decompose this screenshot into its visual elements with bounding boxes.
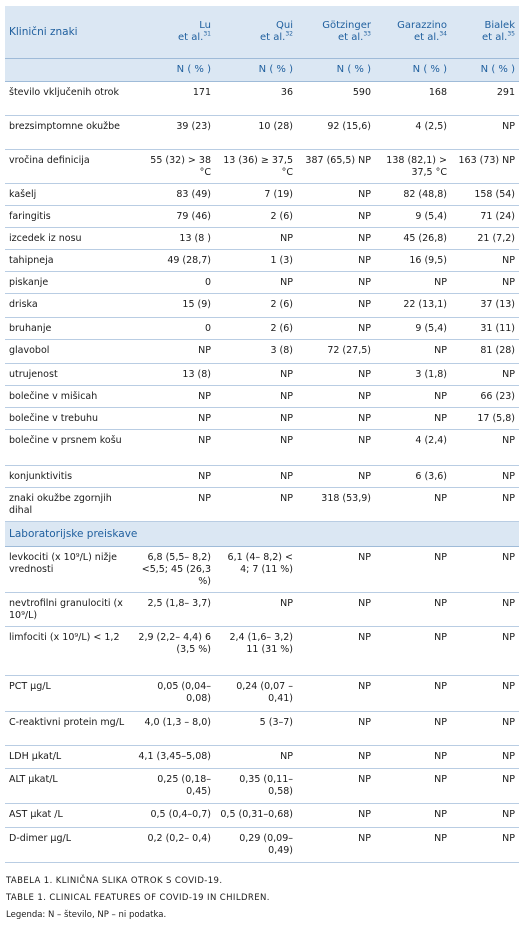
table-row <box>5 593 519 627</box>
value-cell: NP <box>297 712 375 746</box>
value-cell: NP <box>375 769 451 804</box>
row-label: ALT µkat/L <box>5 769 133 804</box>
value-cell: NP <box>297 206 375 228</box>
value-cell: 0,24 (0,07 – 0,41) <box>215 676 297 712</box>
author-name: Götzinger <box>322 20 371 31</box>
author-ref: 31 <box>203 30 211 38</box>
value-cell: 13 (36) ≥ 37,5 °C <box>215 150 297 184</box>
value-cell: NP <box>451 712 519 746</box>
value-cell: 72 (27,5) <box>297 340 375 364</box>
value-cell: 0,29 (0,09– 0,49) <box>215 828 297 863</box>
table-row <box>5 408 519 430</box>
value-cell: 79 (46) <box>133 206 215 228</box>
table-row <box>5 430 519 466</box>
value-cell: NP <box>297 627 375 676</box>
value-cell: NP <box>297 228 375 250</box>
row-label: nevtrofilni granulociti (x 10⁹/L) <box>5 593 133 627</box>
value-cell: NP <box>451 627 519 676</box>
value-cell: 163 (73) NP <box>451 150 519 184</box>
value-cell: 0 <box>133 318 215 340</box>
value-cell: NP <box>297 430 375 466</box>
value-cell: NP <box>375 272 451 294</box>
author-etal: et al. <box>260 32 286 43</box>
row-label: število vključenih otrok <box>5 82 133 116</box>
row-label: PCT µg/L <box>5 676 133 712</box>
value-cell: NP <box>215 386 297 408</box>
value-cell: 17 (5,8) <box>451 408 519 430</box>
unit-cell: N ( % ) <box>451 59 519 82</box>
value-cell: NP <box>133 408 215 430</box>
table-body <box>5 6 519 863</box>
table-row <box>5 769 519 804</box>
table-unit-row <box>5 59 519 82</box>
table-row <box>5 272 519 294</box>
row-label: vročina definicija <box>5 150 133 184</box>
row-label: C-reaktivni protein mg/L <box>5 712 133 746</box>
header-author-garazzino <box>375 6 451 59</box>
table-row <box>5 318 519 340</box>
value-cell: NP <box>451 746 519 769</box>
value-cell: 49 (28,7) <box>133 250 215 272</box>
row-label: izcedek iz nosu <box>5 228 133 250</box>
value-cell: NP <box>451 547 519 593</box>
author-ref: 33 <box>363 30 371 38</box>
value-cell: NP <box>297 408 375 430</box>
value-cell: 4 (2,5) <box>375 116 451 150</box>
table-row <box>5 294 519 318</box>
value-cell: NP <box>297 318 375 340</box>
value-cell: 0,5 (0,31–0,68) <box>215 804 297 828</box>
value-cell: NP <box>297 184 375 206</box>
value-cell: NP <box>297 364 375 386</box>
table-row <box>5 488 519 522</box>
value-cell: NP <box>375 627 451 676</box>
value-cell: NP <box>215 488 297 522</box>
value-cell: 171 <box>133 82 215 116</box>
row-label: faringitis <box>5 206 133 228</box>
row-label: limfociti (x 10⁹/L) < 1,2 <box>5 627 133 676</box>
author-etal: et al. <box>338 32 364 43</box>
value-cell: 21 (7,2) <box>451 228 519 250</box>
header-author-gotzinger <box>297 6 375 59</box>
author-name: Garazzino <box>397 20 447 31</box>
value-cell: NP <box>215 228 297 250</box>
value-cell: NP <box>215 408 297 430</box>
value-cell: NP <box>451 364 519 386</box>
value-cell: NP <box>297 250 375 272</box>
row-label: AST µkat /L <box>5 804 133 828</box>
author-etal: et al. <box>414 32 440 43</box>
value-cell: NP <box>297 386 375 408</box>
value-cell: 16 (9,5) <box>375 250 451 272</box>
value-cell: NP <box>375 828 451 863</box>
author-name: Lu <box>199 20 211 31</box>
value-cell: 3 (1,8) <box>375 364 451 386</box>
row-label: LDH µkat/L <box>5 746 133 769</box>
unit-cell: N ( % ) <box>297 59 375 82</box>
value-cell: NP <box>133 386 215 408</box>
table-legend: Legenda: N – število, NP – ni podatka. <box>6 910 167 920</box>
table-row <box>5 206 519 228</box>
value-cell: 318 (53,9) <box>297 488 375 522</box>
row-label: bruhanje <box>5 318 133 340</box>
row-label: D-dimer µg/L <box>5 828 133 863</box>
unit-cell: N ( % ) <box>375 59 451 82</box>
value-cell: 2,4 (1,6– 3,2) 11 (31 %) <box>215 627 297 676</box>
row-label: konjunktivitis <box>5 466 133 488</box>
section-title: Laboratorijske preiskave <box>5 522 519 547</box>
row-label: glavobol <box>5 340 133 364</box>
header-author-bialek <box>451 6 519 59</box>
value-cell: NP <box>297 272 375 294</box>
value-cell: 15 (9) <box>133 294 215 318</box>
value-cell: NP <box>297 676 375 712</box>
value-cell: 2 (6) <box>215 318 297 340</box>
value-cell: 6,8 (5,5– 8,2) <5,5; 45 (26,3 %) <box>133 547 215 593</box>
value-cell: NP <box>451 828 519 863</box>
table-caption-slovenian: TABELA 1. KLINIČNA SLIKA OTROK S COVID-19. <box>6 876 223 886</box>
value-cell: 5 (3–7) <box>215 712 297 746</box>
value-cell: NP <box>133 430 215 466</box>
row-label: bolečine v mišicah <box>5 386 133 408</box>
value-cell: 0,2 (0,2– 0,4) <box>133 828 215 863</box>
value-cell: NP <box>451 466 519 488</box>
table-row <box>5 386 519 408</box>
value-cell: NP <box>297 294 375 318</box>
value-cell: NP <box>133 340 215 364</box>
table-row <box>5 547 519 593</box>
value-cell: NP <box>451 116 519 150</box>
table-header-row <box>5 6 519 59</box>
value-cell: 71 (24) <box>451 206 519 228</box>
value-cell: 387 (65,5) NP <box>297 150 375 184</box>
value-cell: 0,35 (0,11–0,58) <box>215 769 297 804</box>
row-label: utrujenost <box>5 364 133 386</box>
table-row <box>5 364 519 386</box>
row-label: bolečine v trebuhu <box>5 408 133 430</box>
value-cell: 4,1 (3,45–5,08) <box>133 746 215 769</box>
value-cell: NP <box>451 769 519 804</box>
value-cell: NP <box>297 746 375 769</box>
value-cell: 10 (28) <box>215 116 297 150</box>
row-label: znaki okužbe zgornjih dihal <box>5 488 133 522</box>
row-label: levkociti (x 10⁹/L) nižje vrednosti <box>5 547 133 593</box>
value-cell: 138 (82,1) > 37,5 °C <box>375 150 451 184</box>
value-cell: NP <box>297 466 375 488</box>
value-cell: 7 (19) <box>215 184 297 206</box>
table-row <box>5 712 519 746</box>
author-name: Qui <box>276 20 293 31</box>
value-cell: NP <box>375 804 451 828</box>
table-row <box>5 340 519 364</box>
unit-cell: N ( % ) <box>215 59 297 82</box>
value-cell: 13 (8 ) <box>133 228 215 250</box>
value-cell: 2 (6) <box>215 206 297 228</box>
value-cell: 66 (23) <box>451 386 519 408</box>
value-cell: 13 (8) <box>133 364 215 386</box>
author-etal: et al. <box>178 32 204 43</box>
value-cell: NP <box>133 466 215 488</box>
value-cell: NP <box>375 746 451 769</box>
value-cell: 158 (54) <box>451 184 519 206</box>
value-cell: NP <box>297 593 375 627</box>
value-cell: 2 (6) <box>215 294 297 318</box>
value-cell: NP <box>375 712 451 746</box>
value-cell: 55 (32) > 38 °C <box>133 150 215 184</box>
author-ref: 34 <box>439 30 447 38</box>
value-cell: NP <box>451 593 519 627</box>
value-cell: 2,5 (1,8– 3,7) <box>133 593 215 627</box>
value-cell: 9 (5,4) <box>375 206 451 228</box>
value-cell: NP <box>215 466 297 488</box>
clinical-features-table <box>5 6 519 863</box>
section-header-row <box>5 522 519 547</box>
value-cell: 1 (3) <box>215 250 297 272</box>
row-label: piskanje <box>5 272 133 294</box>
author-ref: 35 <box>507 30 515 38</box>
table-row <box>5 150 519 184</box>
value-cell: NP <box>375 386 451 408</box>
value-cell: NP <box>215 593 297 627</box>
value-cell: 0,25 (0,18–0,45) <box>133 769 215 804</box>
row-label: brezsimptomne okužbe <box>5 116 133 150</box>
table-row <box>5 627 519 676</box>
value-cell: 590 <box>297 82 375 116</box>
value-cell: NP <box>451 430 519 466</box>
value-cell: NP <box>375 547 451 593</box>
table-row <box>5 828 519 863</box>
value-cell: NP <box>375 408 451 430</box>
author-etal: et al. <box>482 32 508 43</box>
value-cell: 0 <box>133 272 215 294</box>
value-cell: NP <box>451 272 519 294</box>
value-cell: NP <box>451 488 519 522</box>
value-cell: 45 (26,8) <box>375 228 451 250</box>
value-cell: NP <box>451 804 519 828</box>
author-ref: 32 <box>285 30 293 38</box>
value-cell: NP <box>297 547 375 593</box>
value-cell: 4,0 (1,3 – 8,0) <box>133 712 215 746</box>
value-cell: NP <box>297 804 375 828</box>
table-row <box>5 184 519 206</box>
value-cell: 9 (5,4) <box>375 318 451 340</box>
value-cell: NP <box>215 746 297 769</box>
value-cell: NP <box>215 430 297 466</box>
row-label: kašelj <box>5 184 133 206</box>
value-cell: 4 (2,4) <box>375 430 451 466</box>
table-row <box>5 250 519 272</box>
value-cell: NP <box>451 250 519 272</box>
value-cell: NP <box>375 488 451 522</box>
table-row <box>5 466 519 488</box>
value-cell: 291 <box>451 82 519 116</box>
value-cell: 168 <box>375 82 451 116</box>
value-cell: 6,1 (4– 8,2) < 4; 7 (11 %) <box>215 547 297 593</box>
table-row <box>5 804 519 828</box>
value-cell: 6 (3,6) <box>375 466 451 488</box>
value-cell: NP <box>215 364 297 386</box>
value-cell: NP <box>375 593 451 627</box>
row-label: driska <box>5 294 133 318</box>
value-cell: NP <box>375 676 451 712</box>
value-cell: 0,05 (0,04– 0,08) <box>133 676 215 712</box>
author-name: Bialek <box>484 20 515 31</box>
header-author-lu <box>133 6 215 59</box>
table-caption-english: TABLE 1. CLINICAL FEATURES OF COVID-19 IN CHILDREN. <box>6 893 270 903</box>
unit-cell: N ( % ) <box>133 59 215 82</box>
value-cell: 3 (8) <box>215 340 297 364</box>
header-author-qui <box>215 6 297 59</box>
value-cell: 92 (15,6) <box>297 116 375 150</box>
unit-empty-cell <box>5 59 133 82</box>
value-cell: 39 (23) <box>133 116 215 150</box>
value-cell: NP <box>451 676 519 712</box>
value-cell: 81 (28) <box>451 340 519 364</box>
value-cell: NP <box>297 828 375 863</box>
value-cell: 31 (11) <box>451 318 519 340</box>
value-cell: 0,5 (0,4–0,7) <box>133 804 215 828</box>
table-row <box>5 676 519 712</box>
row-label: tahipneja <box>5 250 133 272</box>
value-cell: NP <box>375 340 451 364</box>
value-cell: NP <box>133 488 215 522</box>
value-cell: 2,9 (2,2– 4,4) 6 (3,5 %) <box>133 627 215 676</box>
table-row <box>5 228 519 250</box>
value-cell: NP <box>297 769 375 804</box>
value-cell: 83 (49) <box>133 184 215 206</box>
value-cell: NP <box>215 272 297 294</box>
row-label: bolečine v prsnem košu <box>5 430 133 466</box>
header-clinical-signs: Klinični znaki <box>5 6 133 59</box>
table-row <box>5 116 519 150</box>
value-cell: 37 (13) <box>451 294 519 318</box>
value-cell: 22 (13,1) <box>375 294 451 318</box>
table-row <box>5 746 519 769</box>
value-cell: 36 <box>215 82 297 116</box>
value-cell: 82 (48,8) <box>375 184 451 206</box>
table-row <box>5 82 519 116</box>
